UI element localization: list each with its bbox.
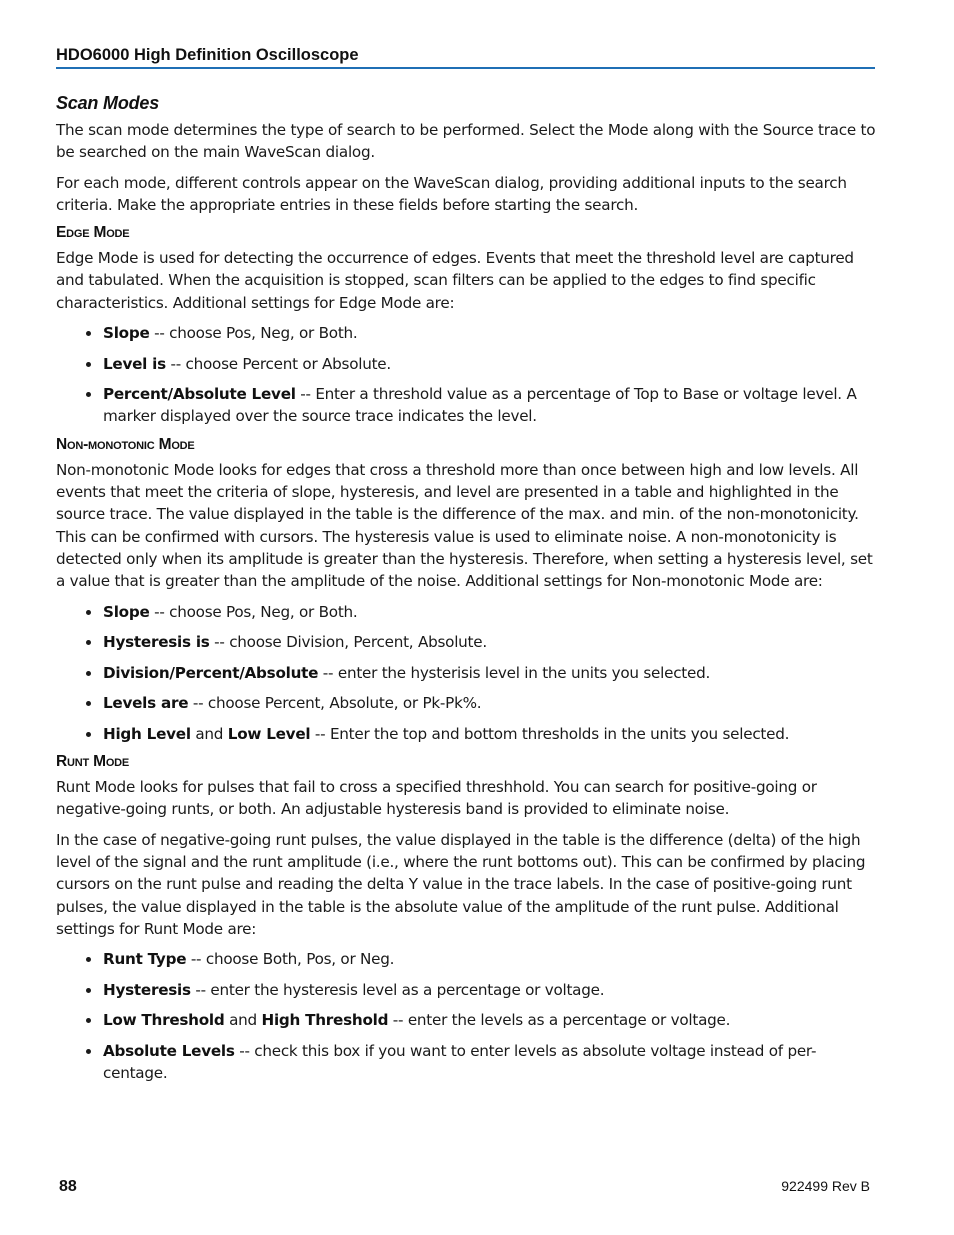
edge-mode-paragraph: Edge Mode is used for detecting the occurrence of edges. Events that meet the threshold level are captured and tabulated. When the acquisition is stopped, scan filters can be applied to the edges to find specific characteristics. Additional settings for Edge Mode are: [56,249,854,312]
setting-name: Runt Type [103,950,187,969]
setting-description: -- choose Pos, Neg, or Both. [149,324,358,343]
intro-paragraph-2: For each mode, different controls appear on the WaveScan dialog, providing additional inputs to the search criteria. Make the appropriate entries in these fields before starting the search. [56,173,847,214]
bullet-icon [86,732,91,737]
list-item [56,1009,876,1031]
runt-mode-paragraph-2: In the case of negative-going runt pulses, the value displayed in the table is the difference (delta) of the high level of the signal and the runt amplitude (i.e., where the runt bottoms out). This can be confirmed by placing cursors on the runt pulse and reading the delta Y value in the trace labels. In the case of positive-going runt pulses, the value displayed in the table is the absolute value of the amplitude of the runt pulse. Additional settings for Runt Mode are: [56,830,866,938]
bullet-icon [86,957,91,962]
setting-name: Slope [103,602,150,621]
bullet-icon [86,988,91,993]
bullet-icon [86,392,91,397]
setting-description: -- choose Percent, Absolute, or Pk-Pk%. [188,694,482,713]
setting-description: -- Enter the top and bottom thresholds in the units you selected. [310,724,790,743]
setting-description: -- Enter a threshold value as a percentage of Top to Base or voltage level. A marker displayed over the source trace indicates the level. [103,385,857,426]
intro-paragraph-1: The scan mode determines the type of search to be performed. Select the Mode along with the Source trace to be searched on the main WaveScan dialog. [56,121,876,162]
bullet-icon [86,640,91,645]
list-item [56,601,876,623]
setting-description: -- choose Both, Pos, or Neg. [186,950,395,969]
bullet-icon [86,1049,91,1054]
list-item [56,383,876,428]
document-title: HDO6000 High Definition Oscilloscope [56,46,359,64]
list-item [56,948,876,970]
list-item [56,662,876,684]
edge-mode-settings-list [56,322,876,428]
list-item [56,692,876,714]
document-revision: 922499 Rev B [781,1178,870,1194]
bullet-icon [86,671,91,676]
section-title: Scan Modes [56,93,160,113]
setting-name: Level is [103,354,166,373]
list-item [56,631,876,653]
page-header [56,45,875,69]
setting-name-secondary: High Threshold [261,1011,389,1030]
setting-name: Hysteresis is [103,633,210,652]
setting-name: Slope [103,324,150,343]
setting-description: -- choose Pos, Neg, or Both. [149,602,358,621]
non-monotonic-settings-list [56,601,876,745]
setting-name: Absolute Levels [103,1041,235,1060]
setting-name: Division/Percent/Absolute [103,663,319,682]
list-item [56,322,876,344]
non-monotonic-mode-paragraph: Non-monotonic Mode looks for edges that cross a threshold more than once between high and low levels. All events that meet the criteria of slope, hysteresis, and level are presented in a table and highlighted in the source trace. The value displayed in the table is the difference of the max. and min. of the non-monotonicity. This can be confirmed with cursors. The hysteresis value is used to eliminate noise. A non-monotonicity is detected only when its amplitude is greater than the hysteresis. Therefore, when setting a hysteresis level, set a value that is greater than the amplitude of the noise. Additional settings for Non-monotonic Mode are: [56,460,873,591]
setting-conjunction: and [224,1011,262,1030]
setting-name: Hysteresis [103,980,191,999]
setting-description: -- choose Division, Percent, Absolute. [209,633,487,652]
bullet-icon [86,331,91,336]
list-item [56,1040,876,1085]
bullet-icon [86,1018,91,1023]
page-content [56,92,876,1092]
list-item [56,723,876,745]
setting-name: Low Threshold [103,1011,225,1030]
setting-name: Percent/Absolute Level [103,385,296,404]
bullet-icon [86,701,91,706]
setting-description: -- choose Percent or Absolute. [165,354,391,373]
runt-mode-settings-list [56,948,876,1084]
setting-name: Levels are [103,694,189,713]
setting-description: -- enter the levels as a percentage or voltage. [388,1011,731,1030]
bullet-icon [86,610,91,615]
edge-mode-heading: Edge Mode [56,224,130,242]
runt-mode-paragraph-1: Runt Mode looks for pulses that fail to cross a specified threshhold. You can search for positive-going or negative-going runts, or both. An adjustable hysteresis band is provided to eliminate noise. [56,778,817,819]
list-item [56,979,876,1001]
non-monotonic-mode-heading: Non-monotonic Mode [56,435,195,453]
setting-name: High Level [103,724,191,743]
setting-conjunction: and [190,724,228,743]
setting-name-secondary: Low Level [227,724,311,743]
page-number: 88 [59,1178,77,1195]
bullet-icon [86,362,91,367]
setting-description: -- check this box if you want to enter levels as absolute voltage instead of per-centage. [103,1041,817,1082]
runt-mode-heading: Runt Mode [56,753,130,771]
setting-description: -- enter the hysterisis level in the units you selected. [318,663,711,682]
list-item [56,353,876,375]
setting-description: -- enter the hysteresis level as a percentage or voltage. [190,980,605,999]
